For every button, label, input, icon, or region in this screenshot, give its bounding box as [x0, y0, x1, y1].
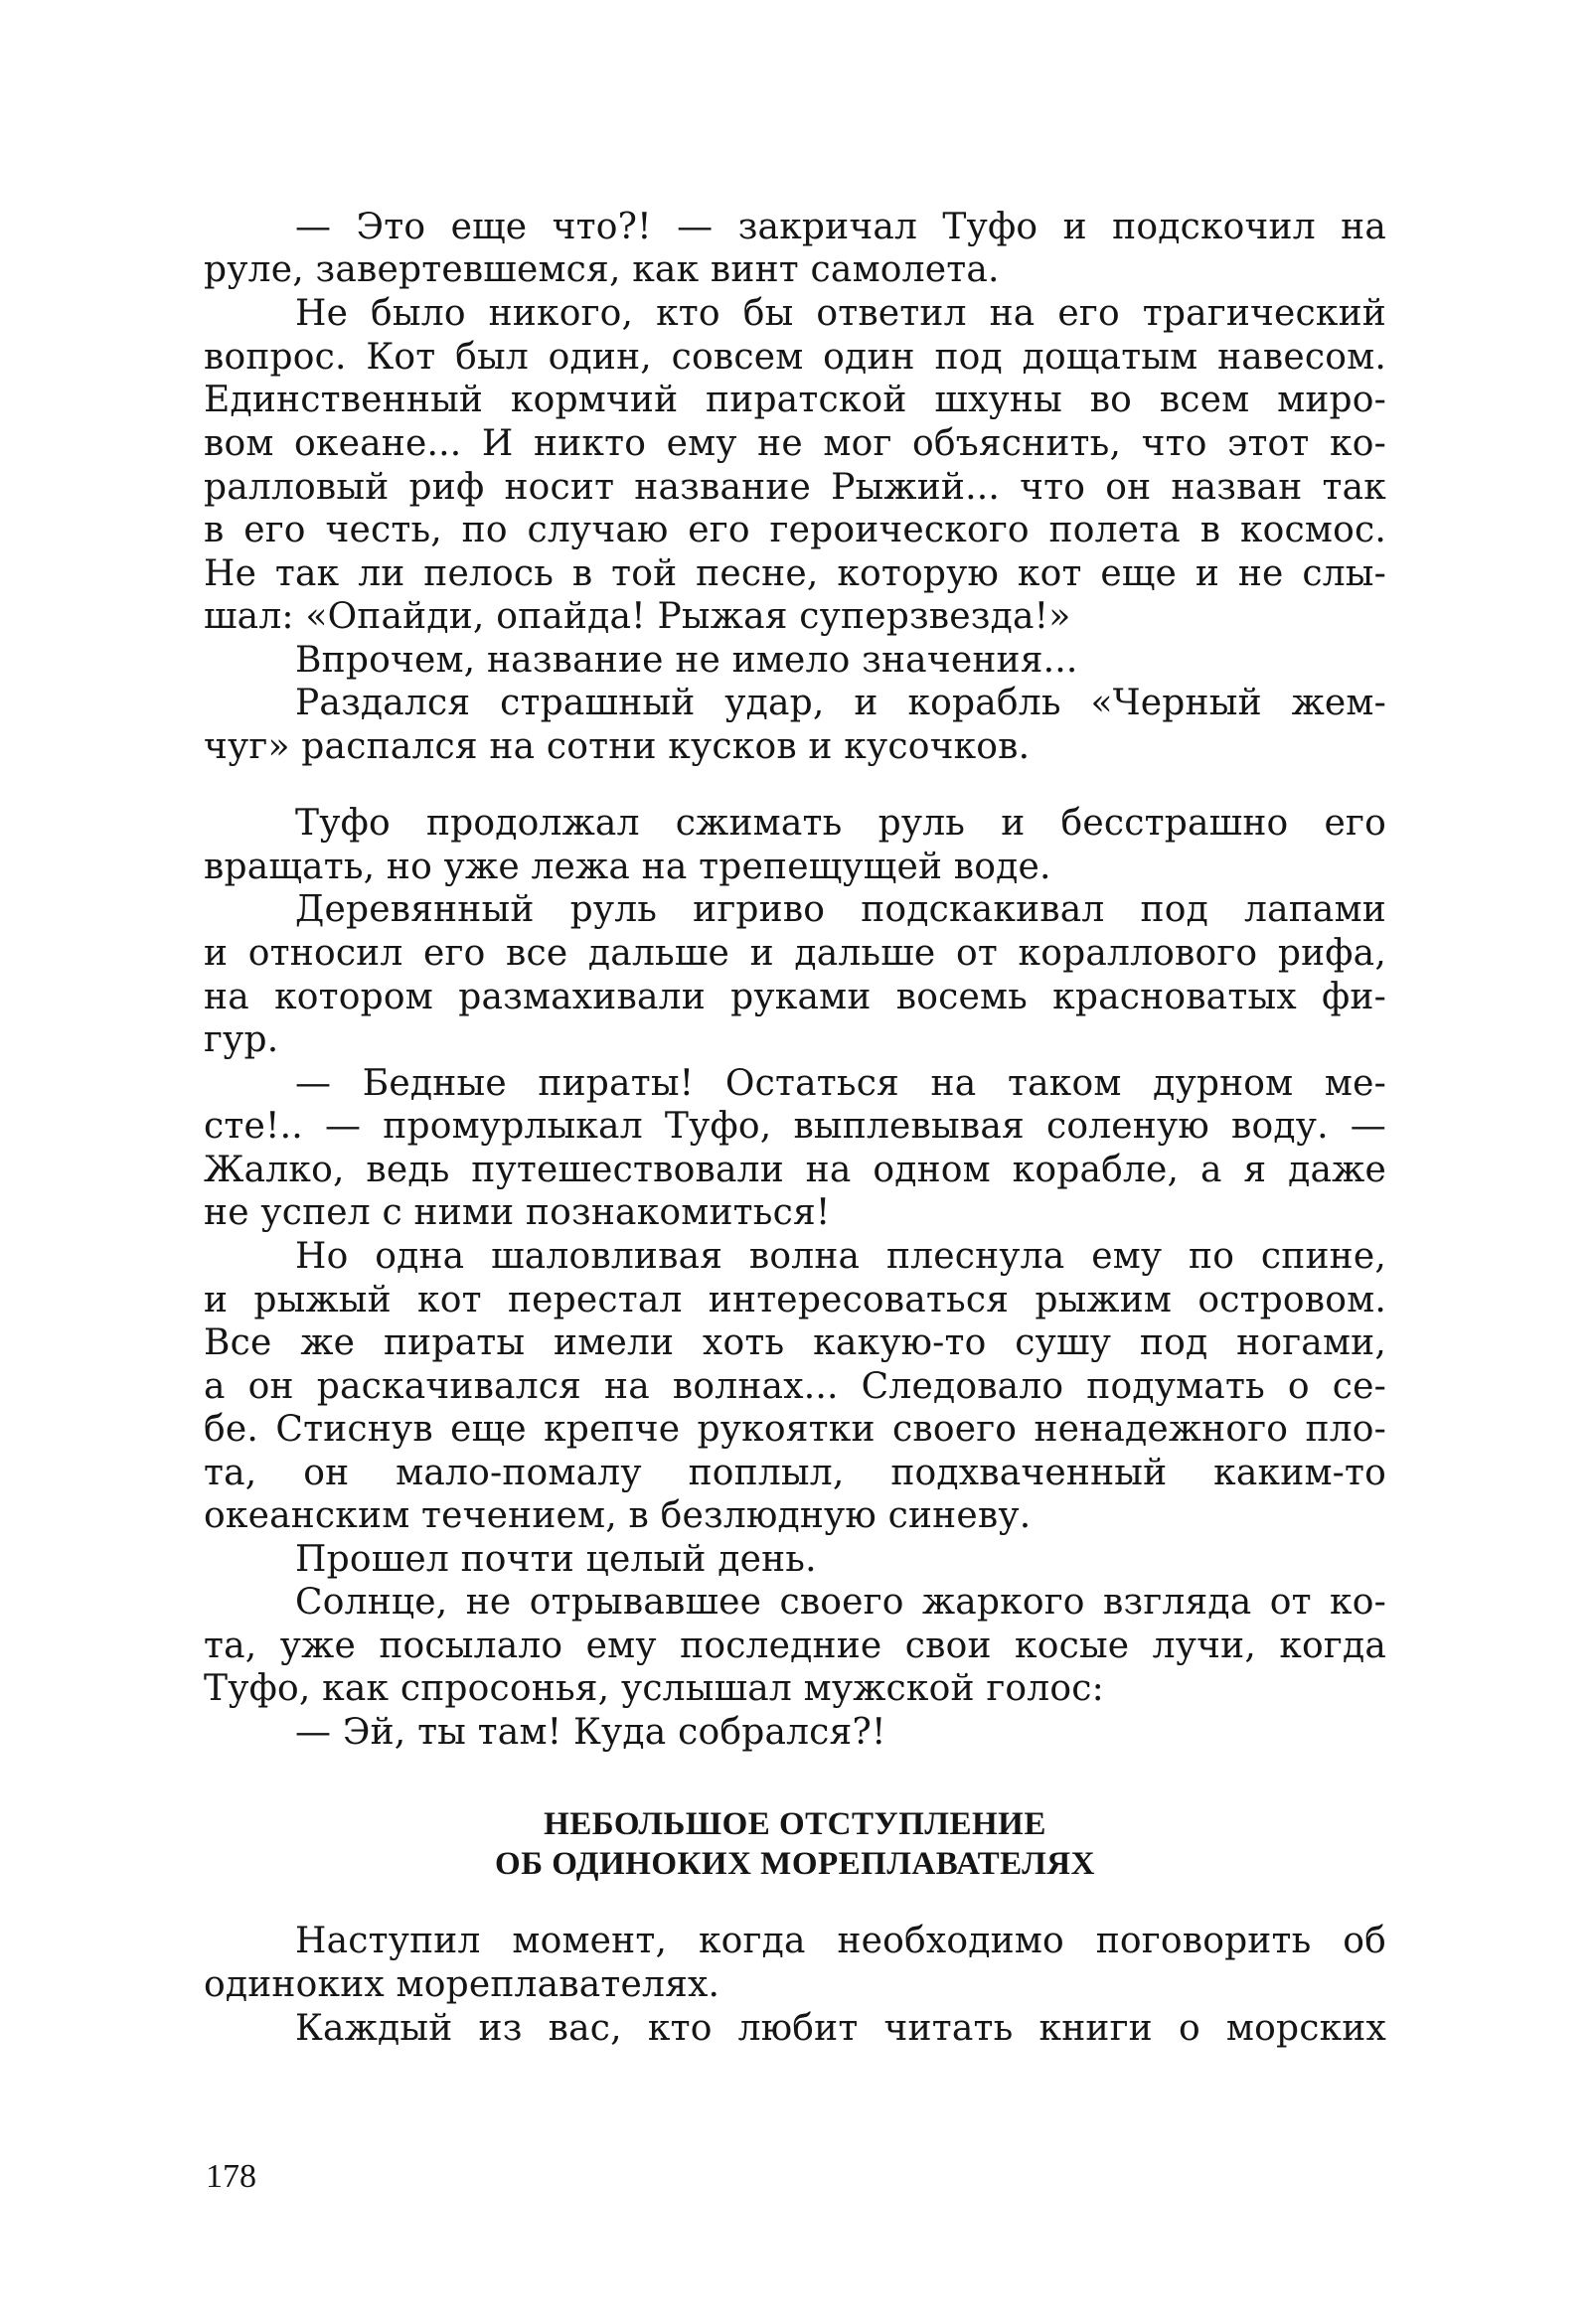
- section-heading-line: ОБ ОДИНОКИХ МОРЕПЛАВАТЕЛЯХ: [495, 1846, 1095, 1882]
- text-line: — Это еще что?! — закричал Туфо и подскочил на: [295, 207, 1386, 247]
- text-line: Каждый из вас, кто любит читать книги о морских: [295, 2008, 1386, 2049]
- text-line: Раздался страшный удар, и корабль «Черный жем-: [295, 683, 1386, 723]
- text-line: Жалко, ведь путешествовали на одном корабле, а я даже: [204, 1150, 1386, 1190]
- text-line: одиноких мореплавателях.: [204, 1964, 720, 2005]
- text-line: вращать, но уже лежа на трепещущей воде.: [204, 847, 1051, 887]
- page-number: 178: [206, 2158, 256, 2195]
- text-line: не успел с ними познакомиться!: [204, 1192, 831, 1233]
- text-line: вом океане... И никто ему не мог объяснить, что этот ко-: [204, 423, 1386, 464]
- text-line: вопрос. Кот был один, совсем один под дощатым навесом.: [204, 337, 1386, 378]
- section-heading-line: НЕБОЛЬШОЕ ОТСТУПЛЕНИЕ: [544, 1806, 1046, 1842]
- text-line: — Эй, ты там! Куда собрался?!: [295, 1712, 886, 1753]
- text-line: гур.: [204, 1019, 279, 1060]
- text-line: Впрочем, название не имело значения...: [295, 640, 1078, 681]
- text-line: руле, завертевшемся, как винт самолета.: [204, 249, 1000, 290]
- text-line: чуг» распался на сотни кусков и кусочков.: [204, 726, 1031, 767]
- text-line: на котором размахивали руками восемь красноватых фи-: [204, 977, 1386, 1017]
- text-line: в его честь, по случаю его героического полета в космос.: [204, 510, 1386, 550]
- text-line: бе. Стиснув еще крепче рукоятки своего ненадежного пло-: [204, 1409, 1386, 1450]
- text-line: Прошел почти целый день.: [295, 1539, 817, 1580]
- text-line: Единственный кормчий пиратской шхуны во всем миро-: [204, 380, 1386, 420]
- text-line: сте!.. — промурлыкал Туфо, выплевывая соленую воду. —: [204, 1106, 1386, 1147]
- text-line: и рыжый кот перестал интересоваться рыжим островом.: [204, 1280, 1386, 1320]
- text-line: и относил его все дальше и дальше от кораллового рифа,: [204, 933, 1386, 974]
- text-line: та, он мало-помалу поплыл, подхваченный каким-то: [204, 1453, 1386, 1493]
- text-line: Но одна шаловливая волна плеснула ему по спине,: [295, 1236, 1386, 1277]
- text-line: Не так ли пелось в той песне, которую кот еще и не слы-: [204, 553, 1386, 594]
- text-line: Все же пираты имели хоть какую-то сушу под ногами,: [204, 1322, 1386, 1363]
- text-line: Туфо продолжал сжимать руль и бесстрашно его: [295, 803, 1386, 844]
- text-line: Туфо, как спросонья, услышал мужской голос:: [204, 1668, 1104, 1709]
- text-line: а он раскачивался на волнах... Следовало подумать о се-: [204, 1366, 1386, 1407]
- text-line: Наступил момент, когда необходимо поговорить об: [295, 1921, 1386, 1961]
- text-line: та, уже посылало ему последние свои косые лучи, когда: [204, 1626, 1386, 1666]
- text-line: ралловый риф носит название Рыжий... что он назван так: [204, 467, 1386, 508]
- text-line: Не было никого, кто бы ответил на его трагический: [295, 293, 1386, 334]
- text-line: шал: «Опайди, опайда! Рыжая суперзвезда!»: [204, 596, 1071, 637]
- text-line: Деревянный руль игриво подскакивал под лапами: [295, 889, 1386, 930]
- text-line: океанским течением, в безлюдную синеву.: [204, 1495, 1032, 1536]
- text-line: Солнце, не отрывавшее своего жаркого взгляда от ко-: [295, 1582, 1386, 1623]
- text-line: — Бедные пираты! Остаться на таком дурном ме-: [295, 1063, 1386, 1104]
